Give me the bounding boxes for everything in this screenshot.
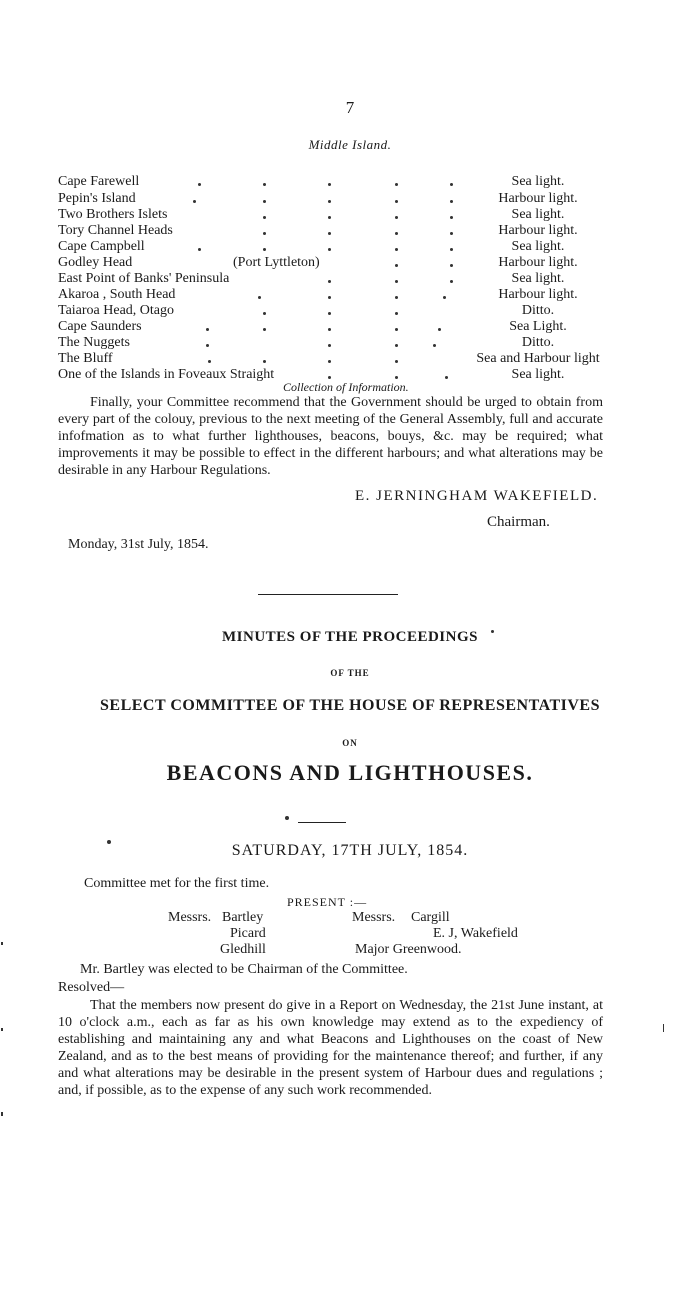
dot-leaders (58, 270, 448, 287)
light-type: Sea light. (511, 239, 565, 254)
chairman-line: Mr. Bartley was elected to be Chairman of the Committee. (80, 962, 408, 977)
margin-mark (1, 1112, 3, 1116)
member-name: Picard (230, 926, 266, 941)
present-label: PRESENT :— (287, 895, 368, 909)
lighthouse-name: Taiaroa Head, Otago (58, 303, 175, 318)
light-type: Sea Light. (509, 319, 567, 334)
dot-leaders (58, 334, 448, 351)
lighthouse-name: One of the Islands in Foveaux Straight (58, 367, 275, 382)
lighthouse-name: Two Brothers Islets (58, 207, 168, 222)
section-heading: Middle Island. (308, 137, 392, 152)
member-name: E. J, Wakefield (433, 926, 518, 941)
lighthouse-note: (Port Lyttleton) (233, 255, 320, 270)
member-name: Cargill (411, 910, 450, 925)
minutes-heading: MINUTES OF THE PROCEEDINGS (222, 629, 478, 645)
light-type: Ditto. (521, 303, 555, 318)
margin-mark (663, 1024, 664, 1032)
list-item (58, 286, 618, 303)
list-item (58, 334, 618, 351)
lighthouse-name: Akaroa , South Head (58, 287, 176, 302)
list-item (58, 350, 618, 367)
light-type: Harbour light. (498, 255, 578, 270)
finally-paragraph-text: Finally, your Committee recommend that the Government should be urged to obtain from every part of the colouy, previous to the next meeting of the General Assembly, full and accurate infofmation as to what further lighthouses, beacons, bouys, &c. may be required; what improvements it may be possible to effect in the different harbours; and what alterations may be desirable in any Harbour Regulations. (58, 395, 603, 478)
divider (258, 594, 398, 595)
resolved-label: Resolved— (58, 980, 125, 995)
members-left-prefix: Messrs. (168, 910, 212, 925)
ink-speck (285, 816, 289, 820)
light-type: Harbour light. (498, 191, 578, 206)
member-name: Bartley (222, 910, 264, 925)
lighthouse-name: Pepin's Island (58, 191, 136, 206)
resolution-text: That the members now present do give in a Report on Wednesday, the 21st June instant, at 10 o'clock a.m., each as far as his own knowledge may extend as to the expediency of establishing and maintaining any and what Beacons and Lighthouses on the coast of New Zealand, and as to the best means of providing for the maintenance thereof; and further, if any and what alterations may be desirable in the present system of Harbour dues and regulations ; and, if possible, as to the expense of any such work recommended. (58, 998, 603, 1098)
light-type: Ditto. (521, 335, 555, 350)
lighthouse-name: Godley Head (58, 255, 133, 270)
dot-leaders (58, 318, 448, 335)
minutes-of-the: OF THE (330, 668, 370, 678)
lighthouse-name: Tory Channel Heads (58, 223, 173, 238)
resolution-paragraph (58, 997, 603, 1099)
lighthouse-name: Cape Campbell (58, 239, 145, 254)
dot-leaders (58, 206, 448, 223)
dot-leaders (58, 302, 448, 319)
committee-heading: SELECT COMMITTEE OF THE HOUSE OF REPRESENTATIVES (100, 697, 600, 714)
lighthouse-name: The Bluff (58, 351, 113, 366)
lighthouse-name: Cape Farewell (58, 174, 140, 189)
light-type: Sea and Harbour light (476, 351, 600, 366)
collection-heading: Collection of Information. (283, 380, 409, 394)
light-type: Harbour light. (498, 287, 578, 302)
margin-mark (1, 942, 3, 945)
member-name: Major Greenwood. (355, 942, 462, 957)
members-right-prefix: Messrs. (352, 910, 396, 925)
list-item (58, 173, 618, 190)
member-name: Gledhill (220, 942, 266, 957)
page-number: 7 (345, 98, 355, 117)
light-type: Sea light. (511, 367, 565, 382)
dot-leaders (58, 254, 448, 271)
light-type: Sea light. (511, 174, 565, 189)
minutes-on: ON (342, 738, 358, 748)
signature-title: Chairman. (487, 514, 550, 530)
dot-leaders (58, 238, 448, 255)
list-item (58, 238, 618, 255)
dot-leaders (58, 222, 448, 239)
lighthouse-name: Cape Saunders (58, 319, 142, 334)
light-type: Sea light. (511, 271, 565, 286)
list-item (58, 222, 618, 239)
dot-leaders (58, 350, 448, 367)
light-type: Harbour light. (498, 223, 578, 238)
dot-leaders (58, 173, 448, 190)
dot-leaders (58, 286, 448, 303)
signature-name: E. JERNINGHAM WAKEFIELD. (355, 488, 599, 504)
meeting-intro: Committee met for the first time. (84, 876, 270, 891)
report-date: Monday, 31st July, 1854. (68, 537, 209, 552)
list-item (58, 270, 618, 287)
list-item (58, 318, 618, 335)
lighthouse-name: The Nuggets (58, 335, 130, 350)
meeting-date: SATURDAY, 17TH JULY, 1854. (231, 842, 469, 859)
list-item (58, 302, 618, 319)
margin-mark (1, 1028, 3, 1031)
finally-paragraph (58, 394, 603, 479)
dot-leaders (58, 190, 448, 207)
list-item (58, 206, 618, 223)
document-title: BEACONS AND LIGHTHOUSES. (166, 760, 534, 785)
lighthouse-name: East Point of Banks' Peninsula (58, 271, 230, 286)
list-item (58, 190, 618, 207)
list-item (58, 254, 618, 271)
ink-speck (491, 630, 494, 633)
light-type: Sea light. (511, 207, 565, 222)
divider (298, 822, 346, 823)
